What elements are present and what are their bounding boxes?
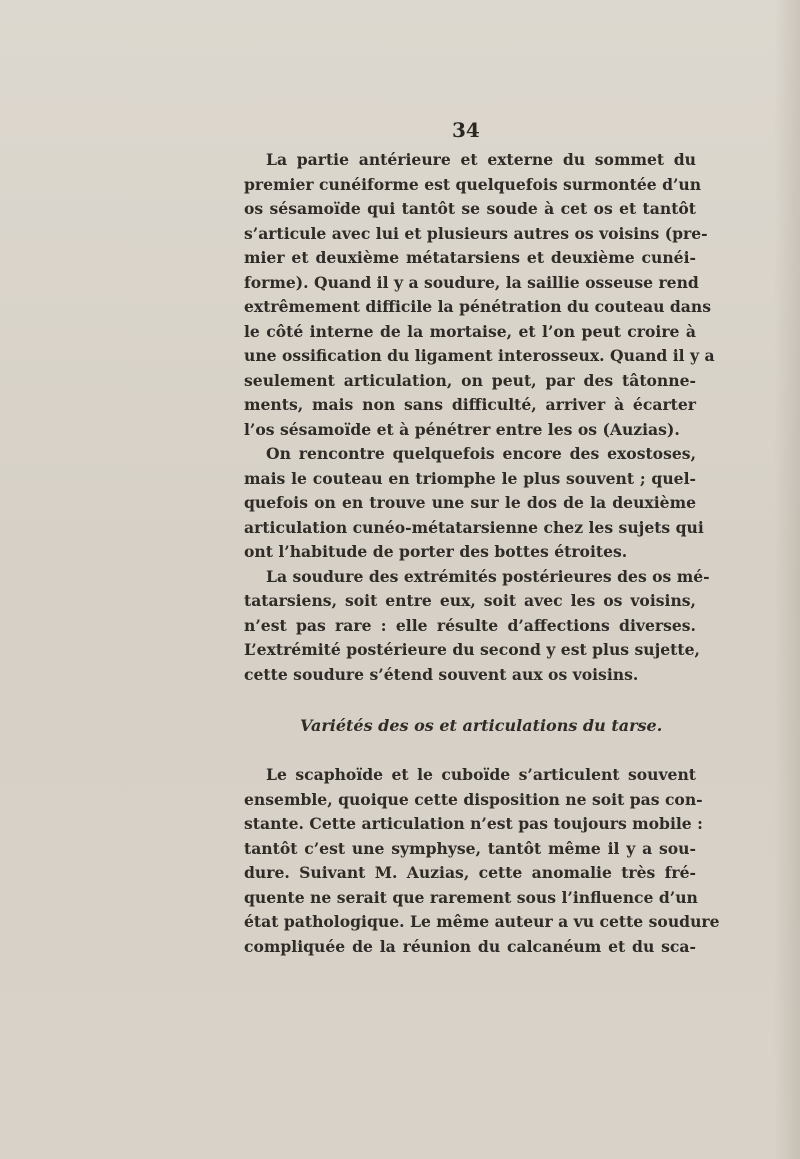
text-line: ensemble, quoique cette disposition ne soit pas con- <box>244 789 703 809</box>
text-line: On rencontre quelquefois encore des exostoses, <box>266 444 696 463</box>
text-line: La partie antérieure et externe du sommet du <box>266 150 696 169</box>
body-text-top <box>244 148 715 687</box>
text-line: une ossification du ligament interosseux. Quand il y a <box>244 346 715 365</box>
text-line: mais le couteau en triomphe le plus souvent ; quel- <box>244 468 696 488</box>
text-line: état pathologique. Le même auteur a vu cette soudure <box>244 912 720 931</box>
text-line: l’os sésamoïde et à pénétrer entre les os (Auzias). <box>244 419 680 439</box>
text-line: n’est pas rare : elle résulte d’affections diverses. <box>244 615 696 635</box>
page-number: 34 <box>452 118 480 142</box>
paragraph-sesamoid <box>244 148 715 442</box>
text-line: stante. Cette articulation n’est pas toujours mobile : <box>244 814 703 833</box>
text-line: extrêmement difficile la pénétration du couteau dans <box>244 297 711 316</box>
paragraph-metatarsal-fusion <box>244 565 710 688</box>
text-line: compliquée de la réunion du calcanéum et du sca- <box>244 936 696 956</box>
text-line: mier et deuxième métatarsiens et deuxième cunéi- <box>244 248 696 267</box>
text-line: Le scaphoïde et le cuboïde s’articulent souvent <box>266 765 696 784</box>
section-heading: Variétés des os et articulations du tarse. <box>300 716 663 735</box>
text-line: L’extrémité postérieure du second y est plus sujette, <box>244 640 700 659</box>
text-line: La soudure des extrémités postérieures des os mé- <box>266 566 710 586</box>
text-line: dure. Suivant M. Auzias, cette anomalie très fré- <box>244 863 696 882</box>
text-line: premier cunéiforme est quelquefois surmontée d’un <box>244 174 702 194</box>
text-line: tantôt c’est une symphyse, tantôt même il y a sou- <box>244 838 696 858</box>
paragraph-exostoses <box>244 442 704 565</box>
text-line: ments, mais non sans difficulté, arriver à écarter <box>244 395 696 414</box>
text-line: os sésamoïde qui tantôt se soude à cet os et tantôt <box>244 199 696 218</box>
text-line: seulement articulation, on peut, par des tâtonne- <box>244 370 696 390</box>
text-line: forme). Quand il y a soudure, la saillie osseuse rend <box>244 272 699 292</box>
paragraph-scaphoid-cuboid <box>244 763 720 959</box>
body-text-bottom <box>244 763 720 959</box>
text-line: quente ne serait que rarement sous l’influence d’un <box>244 887 698 907</box>
text-line: le côté interne de la mortaise, et l’on peut croire à <box>244 321 696 341</box>
text-line: cette soudure s’étend souvent aux os voisins. <box>244 664 639 684</box>
text-line: s’articule avec lui et plusieurs autres os voisins (pre- <box>244 223 708 243</box>
text-line: articulation cunéo-métatarsienne chez les sujets qui <box>244 517 704 537</box>
text-line: quefois on en trouve une sur le dos de la deuxième <box>244 493 696 512</box>
text-line: ont l’habitude de porter des bottes étroites. <box>244 542 628 561</box>
text-line: tatarsiens, soit entre eux, soit avec les os voisins, <box>244 591 696 610</box>
